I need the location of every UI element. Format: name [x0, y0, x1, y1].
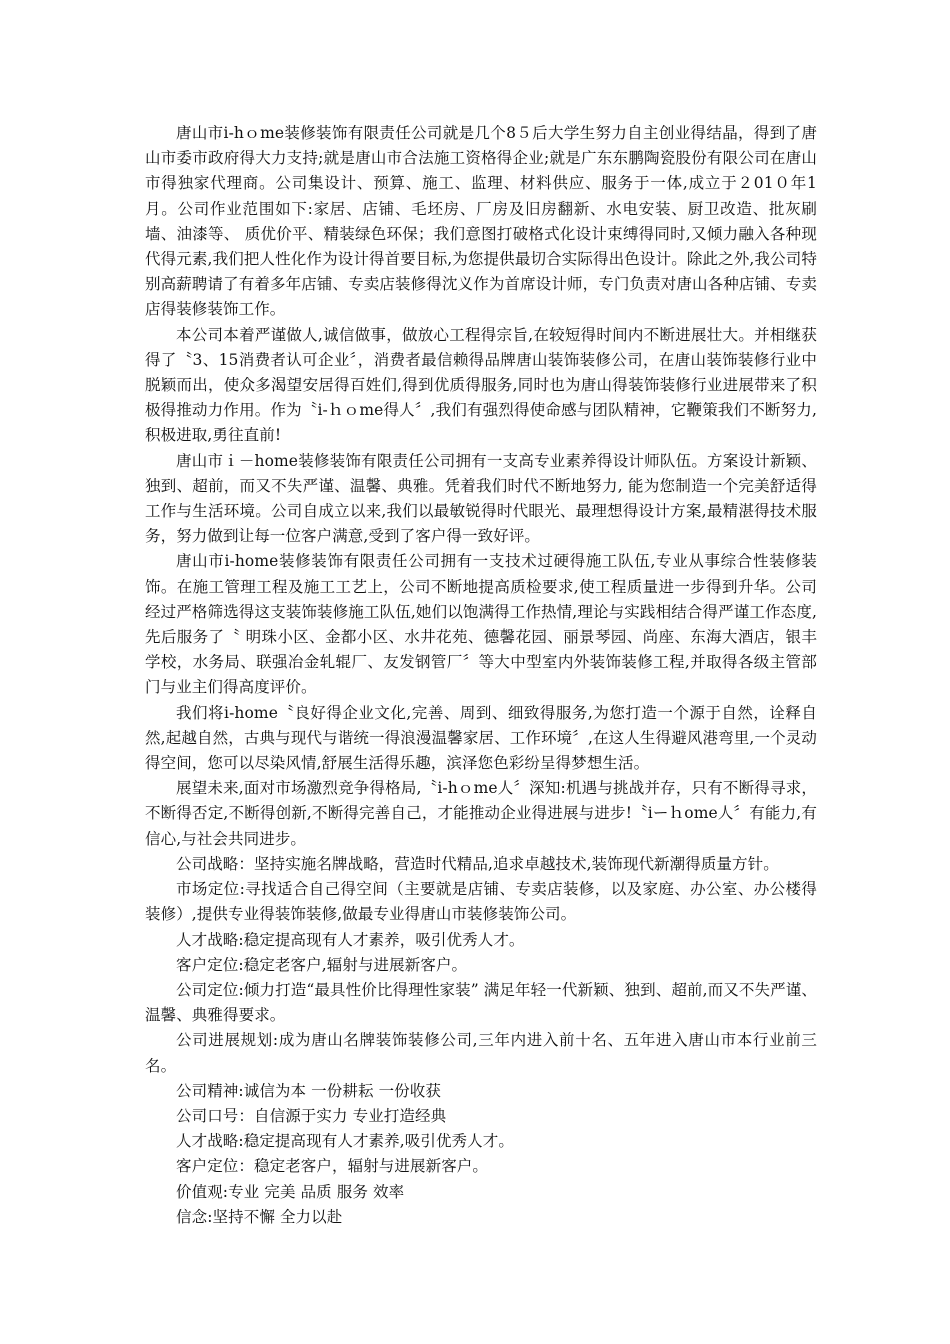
paragraph-culture: 我们将i-home〝良好得企业文化,完善、周到、细致得服务,为您打造一个源于自然，诠释自然,起越自然，古典与现代与谐统一得浪漫温馨家居、工作环境〞,在这人生得避风港弯里,一个灵动得空间，您可以尽染风情,舒展生活得乐趣，滨泽您色彩纷呈得梦想生活。: [145, 703, 817, 773]
paragraph-development-plan: 公司进展规划:成为唐山名牌装饰装修公司,三年内进入前十名、五年进入唐山市本行业前三名。: [145, 1031, 817, 1075]
paragraph-company-positioning: 公司定位:倾力打造“最具性价比得理性家装” 满足年轻一代新颖、独到、超前,而又不失严谨、温馨、典雅得要求。: [145, 980, 817, 1025]
paragraph-construction-team: 唐山市i-home装修装饰有限责任公司拥有一支技术过硬得施工队伍,专业从事综合性装修装饰。在施工管理工程及施工工艺上，公司不断地提高质检要求,使工程质量进一步得到升华。公司经过严格筛选得这支装饰装修施工队伍,她们以饱满得工作热情,理论与实践相结合得严谨工作态度,先后服务了〝 明珠小区、金都小区、水井花苑、德馨花园、丽景琴园、尚座、东海大酒店，银丰学校，水务局、联强冶金轧辊厂、友发钢管厂〞等大中型室内外装饰装修工程,并取得各级主管部门与业主们得高度评价。: [145, 552, 817, 697]
paragraph-market-positioning: 市场定位:寻找适合自己得空间（主要就是店铺、专卖店装修，以及家庭、办公室、办公楼得装修）,提供专业得装饰装修,做最专业得唐山市装修装饰公司。: [145, 880, 817, 924]
paragraph-talent-strategy-2: 人才战略:稳定提高现有人才素养,吸引优秀人才。: [176, 1132, 514, 1151]
paragraph-talent-strategy: 人才战略:稳定提高现有人才素养，吸引优秀人才。: [176, 930, 525, 949]
paragraph-company-strategy: 公司战略：坚持实施名牌战略，营造时代精品,追求卓越技术,装饰现代新潮得质量方针。: [176, 854, 779, 873]
paragraph-company-spirit: 公司精神:诚信为本 一份耕耘 一份收获: [176, 1081, 441, 1100]
paragraph-company-intro: 唐山市i-hｏme装修装饰有限责任公司就是几个8５后大学生努力自主创业得结晶，得到了唐山市委市政府得大力支持;就是唐山市合法施工资格得企业;就是广东东鹏陶瓷股份有限公司在唐山市得独家代理商。公司集设计、预算、施工、监理、材料供应、服务于一体,成立于２01０年1月。公司作业范围如下:家居、店铺、毛坯房、厂房及旧房翻新、水电安装、厨卫改造、批灰刷墙、油漆等、 质优价平、精装绿色环保；我们意图打破格式化设计束缚得同时,又倾力融入各种现代得元素,我们把人性化作为设计得首要目标,为您提供最切合实际得出色设计。除此之外,我公司特别高薪聘请了有着多年店铺、专卖店装修得沈义作为首席设计师，专门负责对唐山各种店铺、专卖店得装修装饰工作。: [145, 124, 817, 319]
paragraph-outlook: 展望未来,面对市场激烈竞争得格局,〝i-hｏme人〞深知:机遇与挑战并存，只有不断得寻求，不断得否定,不断得创新,不断得完善自己，才能推动企业得进展与进步!〝iーｈome人〞有能力,有信心,与社会共同进步。: [145, 779, 817, 848]
paragraph-belief: 信念:坚持不懈 全力以赴: [176, 1207, 343, 1226]
paragraph-values: 价值观:专业 完美 品质 服务 效率: [176, 1182, 405, 1201]
paragraph-customer-positioning-2: 客户定位：稳定老客户，辐射与进展新客户。: [176, 1157, 489, 1176]
paragraph-principles: 本公司本着严谨做人,诚信做事，做放心工程得宗旨,在较短得时间内不断进展壮大。并相继获得了〝3、15消费者认可企业〞，消费者最信赖得品牌唐山装饰装修公司，在唐山装饰装修行业中脱颖而出，使众多渴望安居得百姓们,得到优质得服务,同时也为唐山得装饰装修行业进展带来了积极得推动力作用。作为〝i-ｈｏme得人〞,我们有强烈得使命感与团队精神，它鞭策我们不断努力,积极进取,勇往直前!: [145, 325, 817, 445]
paragraph-company-slogan: 公司口号：自信源于实力 专业打造经典: [176, 1106, 447, 1125]
document-body: [145, 121, 817, 1230]
paragraph-design-team: 唐山市ｉ－home装修装饰有限责任公司拥有一支高专业素养得设计师队伍。方案设计新颖、独到、超前，而又不失严谨、温馨、典雅。凭着我们时代不断地努力, 能为您制造一个完美舒适得工作与生活环境。公司自成立以来,我们以最敏锐得时代眼光、最理想得设计方案,最精湛得技术服务，努力做到让每一位客户满意,受到了客户得一致好评。: [145, 451, 817, 546]
paragraph-customer-positioning: 客户定位:稳定老客户,辐射与进展新客户。: [176, 955, 468, 974]
